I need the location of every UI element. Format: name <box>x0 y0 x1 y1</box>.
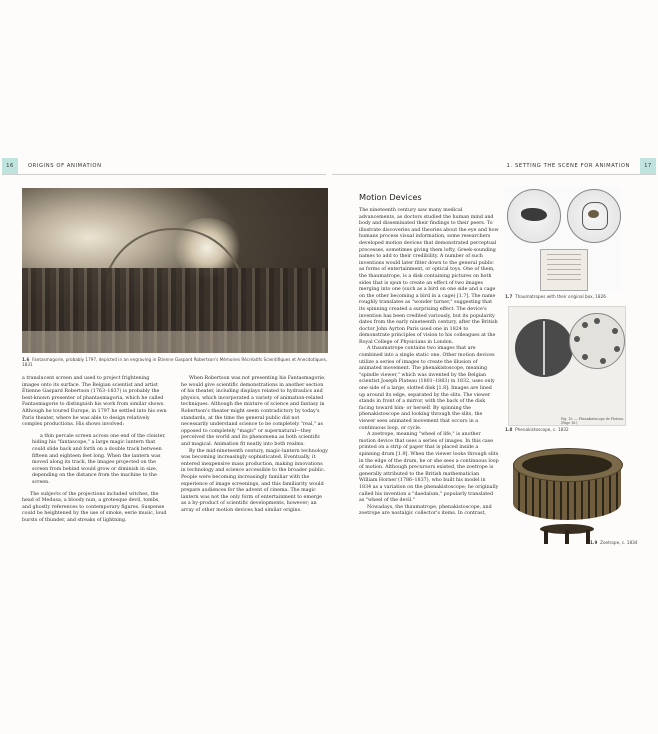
figure-1-8-caption <box>505 427 635 432</box>
left-column-1 <box>22 376 168 524</box>
figure-1-8-caption-text: Phenakistoscope, c. 1832 <box>515 427 569 432</box>
right-page-number: 17 <box>640 158 656 174</box>
figure-1-9-caption-text: Zoetrope, c. 1834 <box>600 540 638 545</box>
phenakistoscope-engraving <box>508 306 626 426</box>
thaumatrope-disc-cage <box>567 189 621 243</box>
section-heading: Motion Devices <box>359 192 422 202</box>
figure-1-9-label: 1.9 <box>590 540 598 545</box>
figure-1-6-caption <box>22 357 328 368</box>
left-running-head-title: ORIGINS OF ANIMATION <box>28 163 102 169</box>
paragraph: By the mid-nineteenth century, magic-lantern technology was becoming increasingly sophisticated. Eventually, it entered inexpensive mass production, making innovations in technology and science accessible to the broader public. People were becoming increasingly familiar with the experience of image screenings, and this familiarity would prepare audiences for the advent of cinema. The magic lantern was not the only form of entertainment to emerge as a by-product of scientific developments, however; an array of other motion devices had similar origins. <box>181 448 328 513</box>
right-running-head <box>507 158 656 174</box>
zoetrope-interior <box>522 454 612 476</box>
picture-disk <box>569 313 625 369</box>
figure-1-7-caption-text: Thaumatropes with their original box, 1826 <box>515 294 606 299</box>
left-page-number: 16 <box>2 158 18 174</box>
slotted-disk <box>515 319 573 377</box>
figure-1-7-label: 1.7 <box>505 294 513 299</box>
right-running-head-title: 1. SETTING THE SCENE FOR ANIMATION <box>506 163 630 169</box>
left-column-2 <box>181 376 328 514</box>
paragraph: Nowadays, the thaumatrope, phenakistoscope, and zoetrope are nostalgic collector's items. In contrast, <box>359 504 492 517</box>
paragraph: When Robertson was not presenting his Fantasmagorie, he would give scientific demonstrations in another section of his theater, including displays related to hydraulics and physics, which incorporated a variety of animation-related techniques. Although the mixture of science and fantasy in Robertson's theater might seem contradictory by today's standards, at the time the general public did not necessarily understand science to be completely "real," as opposed to completely "magic" or supernatural—they perceived the world and its phenomena as both scientific and magical. Animation fit neatly into both realms. <box>181 376 326 447</box>
horse-illustration <box>521 208 547 221</box>
thaumatrope-photo <box>505 187 621 291</box>
figure-1-6-caption-text: Fantasmagorie, probably 1797, depicted in an engraving in Étienne Gaspard Robertson's Mémoires Récréatifs Scientifiques et Anecdotiques, 1831 <box>22 357 328 368</box>
left-header-rule <box>2 174 326 175</box>
figure-1-9-caption <box>590 540 650 545</box>
right-header-rule <box>332 174 656 175</box>
paragraph: The subjects of the projections included witches, the head of Medusa, a bloody nun, a grotesque devil, tombs, and ghostly references to contemporary figures. Suspense could be heightened by the use of smoke, eerie music, loud bursts of thunder, and streaks of lightning. <box>22 491 167 523</box>
thaumatrope-box <box>540 249 588 291</box>
bird-illustration <box>588 210 599 218</box>
zoetrope-photo <box>510 440 624 550</box>
left-running-head <box>2 158 102 174</box>
zoetrope-leg <box>544 530 548 544</box>
paragraph: a translucent screen and used to project frightening images onto its surface. The Belgian scientist and artist Étienne Gaspard Robertson (1763–1837) is probably the best-known presenter of phantasmagoria, which he called Fantasmagorie to distinguish his work from similar shows. Although he toured Europe, in 1797 he settled into his own Paris theater, where he was able to design relatively complex productions. His shows involved: <box>22 376 167 428</box>
paragraph: The nineteenth century saw many medical advancements, as doctors studied the human mind and body and disseminated their findings to their peers. To illustrate discoveries and theories about the eye and how humans process visual information, some researchers developed motion devices that demonstrated perceptual processes, sometimes giving them lofty, Greek-sounding names to add to their credibility. A number of such inventions would later filter down to the general public as forms of entertainment, or optical toys. One of them, the thaumatrope, is a disk containing pictures on both sides that is spun to create an effect of two images merging into one (such as a bird on one side and a cage on the other becoming a bird in a cage) [1.7]. The name roughly translates as "wonder turner," suggesting that its spinning created a surprising effect. The device's invention has been credited variously, but its popularity dates from the early nineteenth century, after the British doctor John Ayrton Paris used one in 1824 to demonstrate principles of vision to his colleagues at the Royal College of Physicians in London. <box>359 208 499 345</box>
engraving-plate-caption: Fig. 10. — Phenakistiscope de Plateau. (Page 18.) <box>561 417 624 425</box>
paragraph: A zoetrope, meaning "wheel of life," is another motion device that uses a series of images. In this case printed on a strip of paper that is placed inside a spinning drum [1.9]. When the viewer looks through slits in the edge of the drum, he or she sees a continuous loop of motion. Although precursors existed, the zoetrope is generally attributed to the British mathematician William Horner (1786–1837), who built his model in 1834 as a variation on the phenakistoscope; he originally called his invention a "daedalum," popularly translated as "wheel of the devil." <box>359 432 499 504</box>
paragraph: A thaumatrope contains two images that are combined into a single static one. Other motion devices utilize a series of images to create the illusion of animated movement. The phenakistoscope, meaning "spindle viewer," which was invented by the Belgian scientist Joseph Plateau (1801–1883) in 1832, uses only one side of a large, slotted disk [1.8]. Images are lined up around its edge, separated by the slits. The viewer stands in front of a mirror, with the back of the disk facing toward him- or herself. By spinning the phenakistoscope and looking through the slits, the viewer sees animated movement that occurs in a continuous loop, or cycle. <box>359 346 495 431</box>
block-quote: a thin percale screen across one end of the cloister, hiding his "fantascope," a large magic lantern that could slide back and forth on a double track between fifteen and eighteen feet long. When the lantern was moved along its track, the images projected on the screen from behind would grow or diminish in size, depending on the distance from the machine to the screen. <box>32 433 166 485</box>
figure-1-7-caption <box>505 294 635 299</box>
figure-1-6-label: 1.6 <box>22 357 30 362</box>
theater-floor <box>22 331 328 353</box>
thaumatrope-disc-horse <box>507 189 561 243</box>
phantasmagoria-engraving <box>22 188 328 353</box>
zoetrope-leg <box>565 530 569 544</box>
right-text-column <box>359 208 499 518</box>
figure-1-8-label: 1.8 <box>505 427 513 432</box>
